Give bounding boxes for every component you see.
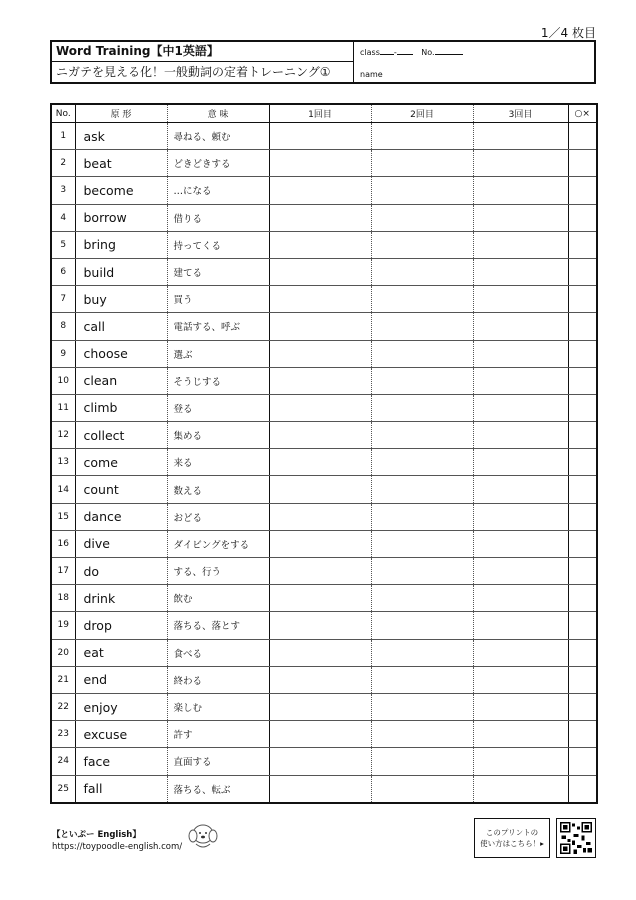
row-number: 17 bbox=[51, 558, 75, 585]
check-mark-cell[interactable] bbox=[568, 693, 597, 720]
no-blank[interactable] bbox=[435, 46, 463, 55]
try3-answer-cell[interactable] bbox=[473, 666, 568, 693]
try3-answer-cell[interactable] bbox=[473, 340, 568, 367]
qr-code-graphic bbox=[560, 822, 592, 854]
table-row bbox=[51, 585, 597, 612]
meaning-cell: おどる bbox=[167, 503, 269, 530]
try2-answer-cell[interactable] bbox=[371, 123, 473, 150]
check-mark-cell[interactable] bbox=[568, 476, 597, 503]
word-training-table bbox=[50, 103, 598, 804]
word-cell: drink bbox=[75, 585, 167, 612]
try2-answer-cell[interactable] bbox=[371, 449, 473, 476]
meaning-cell: 落ちる、転ぶ bbox=[167, 775, 269, 803]
table-row bbox=[51, 503, 597, 530]
table-row bbox=[51, 394, 597, 421]
try1-answer-cell[interactable] bbox=[269, 530, 371, 557]
try3-answer-cell[interactable] bbox=[473, 503, 568, 530]
meaning-cell: 落ちる、落とす bbox=[167, 612, 269, 639]
try2-answer-cell[interactable] bbox=[371, 150, 473, 177]
try3-answer-cell[interactable] bbox=[473, 775, 568, 803]
check-mark-cell[interactable] bbox=[568, 123, 597, 150]
word-cell: clean bbox=[75, 367, 167, 394]
footer-url-link[interactable]: https://toypoodle-english.com/ bbox=[52, 842, 183, 852]
student-info-block bbox=[354, 42, 594, 82]
worksheet-title: Word Training【中1英語】 bbox=[52, 42, 353, 62]
try1-answer-cell[interactable] bbox=[269, 558, 371, 585]
meaning-cell: 借りる bbox=[167, 204, 269, 231]
word-rows bbox=[51, 123, 597, 803]
row-number: 3 bbox=[51, 177, 75, 204]
row-number: 20 bbox=[51, 639, 75, 666]
try3-answer-cell[interactable] bbox=[473, 422, 568, 449]
check-mark-cell[interactable] bbox=[568, 286, 597, 313]
try2-answer-cell[interactable] bbox=[371, 530, 473, 557]
try2-answer-cell[interactable] bbox=[371, 258, 473, 285]
meaning-cell: そうじする bbox=[167, 367, 269, 394]
try1-answer-cell[interactable] bbox=[269, 585, 371, 612]
try1-answer-cell[interactable] bbox=[269, 258, 371, 285]
row-number: 9 bbox=[51, 340, 75, 367]
word-cell: buy bbox=[75, 286, 167, 313]
check-mark-cell[interactable] bbox=[568, 313, 597, 340]
try1-answer-cell[interactable] bbox=[269, 150, 371, 177]
try1-answer-cell[interactable] bbox=[269, 123, 371, 150]
header-try1: 1回目 bbox=[269, 104, 371, 123]
try2-answer-cell[interactable] bbox=[371, 693, 473, 720]
table-row bbox=[51, 177, 597, 204]
word-cell: dive bbox=[75, 530, 167, 557]
try1-answer-cell[interactable] bbox=[269, 721, 371, 748]
try3-answer-cell[interactable] bbox=[473, 721, 568, 748]
try1-answer-cell[interactable] bbox=[269, 231, 371, 258]
table-row bbox=[51, 693, 597, 720]
try1-answer-cell[interactable] bbox=[269, 449, 371, 476]
try3-answer-cell[interactable] bbox=[473, 231, 568, 258]
meaning-cell: 食べる bbox=[167, 639, 269, 666]
check-mark-cell[interactable] bbox=[568, 422, 597, 449]
row-number: 13 bbox=[51, 449, 75, 476]
try2-answer-cell[interactable] bbox=[371, 177, 473, 204]
try2-answer-cell[interactable] bbox=[371, 721, 473, 748]
try1-answer-cell[interactable] bbox=[269, 503, 371, 530]
header-word: 原 形 bbox=[75, 104, 167, 123]
word-cell: build bbox=[75, 258, 167, 285]
table-row bbox=[51, 748, 597, 775]
row-number: 12 bbox=[51, 422, 75, 449]
meaning-cell: 数える bbox=[167, 476, 269, 503]
word-cell: beat bbox=[75, 150, 167, 177]
try2-answer-cell[interactable] bbox=[371, 313, 473, 340]
check-mark-cell[interactable] bbox=[568, 503, 597, 530]
try1-answer-cell[interactable] bbox=[269, 204, 371, 231]
howto-line2: 使い方はこちら！▸ bbox=[480, 839, 544, 848]
table-row bbox=[51, 639, 597, 666]
try2-answer-cell[interactable] bbox=[371, 503, 473, 530]
word-cell: drop bbox=[75, 612, 167, 639]
table-row bbox=[51, 313, 597, 340]
row-number: 2 bbox=[51, 150, 75, 177]
row-number: 16 bbox=[51, 530, 75, 557]
class-number-line bbox=[360, 46, 463, 57]
table-row bbox=[51, 150, 597, 177]
try3-answer-cell[interactable] bbox=[473, 449, 568, 476]
meaning-cell: ダイビングをする bbox=[167, 530, 269, 557]
word-cell: eat bbox=[75, 639, 167, 666]
row-number: 15 bbox=[51, 503, 75, 530]
try1-answer-cell[interactable] bbox=[269, 612, 371, 639]
try2-answer-cell[interactable] bbox=[371, 558, 473, 585]
check-mark-cell[interactable] bbox=[568, 666, 597, 693]
table-row bbox=[51, 340, 597, 367]
check-mark-cell[interactable] bbox=[568, 775, 597, 803]
try3-answer-cell[interactable] bbox=[473, 639, 568, 666]
try3-answer-cell[interactable] bbox=[473, 367, 568, 394]
try1-answer-cell[interactable] bbox=[269, 367, 371, 394]
word-cell: bring bbox=[75, 231, 167, 258]
table-row bbox=[51, 666, 597, 693]
check-mark-cell[interactable] bbox=[568, 204, 597, 231]
table-row bbox=[51, 558, 597, 585]
table-row bbox=[51, 258, 597, 285]
worksheet-subtitle: ニガテを見える化！一般動詞の定着トレーニング① bbox=[56, 65, 331, 79]
try1-answer-cell[interactable] bbox=[269, 748, 371, 775]
word-cell: face bbox=[75, 748, 167, 775]
table-row bbox=[51, 612, 597, 639]
try2-answer-cell[interactable] bbox=[371, 612, 473, 639]
howto-line1: このプリントの bbox=[485, 828, 539, 837]
try3-answer-cell[interactable] bbox=[473, 204, 568, 231]
word-cell: fall bbox=[75, 775, 167, 803]
footer-brand: 【といぷー English】 bbox=[52, 830, 141, 840]
try2-answer-cell[interactable] bbox=[371, 340, 473, 367]
try2-answer-cell[interactable] bbox=[371, 748, 473, 775]
row-number: 1 bbox=[51, 123, 75, 150]
meaning-cell: する、行う bbox=[167, 558, 269, 585]
try1-answer-cell[interactable] bbox=[269, 639, 371, 666]
word-cell: do bbox=[75, 558, 167, 585]
try3-answer-cell[interactable] bbox=[473, 585, 568, 612]
table-row bbox=[51, 530, 597, 557]
meaning-cell: 飲む bbox=[167, 585, 269, 612]
try3-answer-cell[interactable] bbox=[473, 530, 568, 557]
word-cell: climb bbox=[75, 394, 167, 421]
header-title-block bbox=[52, 42, 354, 82]
page-count: 1／4 枚目 bbox=[540, 26, 596, 40]
meaning-cell: 買う bbox=[167, 286, 269, 313]
try3-answer-cell[interactable] bbox=[473, 150, 568, 177]
row-number: 25 bbox=[51, 775, 75, 803]
word-cell: choose bbox=[75, 340, 167, 367]
row-number: 14 bbox=[51, 476, 75, 503]
row-number: 22 bbox=[51, 693, 75, 720]
word-cell: come bbox=[75, 449, 167, 476]
try3-answer-cell[interactable] bbox=[473, 286, 568, 313]
check-mark-cell[interactable] bbox=[568, 177, 597, 204]
meaning-cell: …になる bbox=[167, 177, 269, 204]
meaning-cell: 尋ねる、頼む bbox=[167, 123, 269, 150]
header-check: ○× bbox=[568, 104, 597, 123]
table-row bbox=[51, 422, 597, 449]
try1-answer-cell[interactable] bbox=[269, 422, 371, 449]
word-cell: ask bbox=[75, 123, 167, 150]
row-number: 6 bbox=[51, 258, 75, 285]
row-number: 10 bbox=[51, 367, 75, 394]
try1-answer-cell[interactable] bbox=[269, 775, 371, 803]
check-mark-cell[interactable] bbox=[568, 231, 597, 258]
check-mark-cell[interactable] bbox=[568, 258, 597, 285]
word-cell: dance bbox=[75, 503, 167, 530]
meaning-cell: どきどきする bbox=[167, 150, 269, 177]
check-mark-cell[interactable] bbox=[568, 612, 597, 639]
check-mark-cell[interactable] bbox=[568, 639, 597, 666]
try1-answer-cell[interactable] bbox=[269, 394, 371, 421]
row-number: 8 bbox=[51, 313, 75, 340]
check-mark-cell[interactable] bbox=[568, 394, 597, 421]
row-number: 4 bbox=[51, 204, 75, 231]
class-separator: - bbox=[393, 48, 397, 57]
try2-answer-cell[interactable] bbox=[371, 204, 473, 231]
class-blank[interactable] bbox=[380, 46, 394, 55]
meaning-cell: 楽しむ bbox=[167, 693, 269, 720]
table-row bbox=[51, 286, 597, 313]
meaning-cell: 選ぶ bbox=[167, 340, 269, 367]
row-number: 21 bbox=[51, 666, 75, 693]
word-cell: enjoy bbox=[75, 693, 167, 720]
try2-answer-cell[interactable] bbox=[371, 367, 473, 394]
meaning-cell: 許す bbox=[167, 721, 269, 748]
try1-answer-cell[interactable] bbox=[269, 286, 371, 313]
try2-answer-cell[interactable] bbox=[371, 476, 473, 503]
table-row bbox=[51, 231, 597, 258]
table-row bbox=[51, 449, 597, 476]
try1-answer-cell[interactable] bbox=[269, 177, 371, 204]
word-cell: excuse bbox=[75, 721, 167, 748]
try3-answer-cell[interactable] bbox=[473, 313, 568, 340]
check-mark-cell[interactable] bbox=[568, 558, 597, 585]
try2-answer-cell[interactable] bbox=[371, 639, 473, 666]
try1-answer-cell[interactable] bbox=[269, 693, 371, 720]
try3-answer-cell[interactable] bbox=[473, 748, 568, 775]
try2-answer-cell[interactable] bbox=[371, 286, 473, 313]
try3-answer-cell[interactable] bbox=[473, 123, 568, 150]
header-try3: 3回目 bbox=[473, 104, 568, 123]
meaning-cell: 終わる bbox=[167, 666, 269, 693]
qr-code-icon[interactable] bbox=[556, 818, 596, 858]
table-row bbox=[51, 721, 597, 748]
row-number: 11 bbox=[51, 394, 75, 421]
header-meaning: 意 味 bbox=[167, 104, 269, 123]
meaning-cell: 来る bbox=[167, 449, 269, 476]
class-label: class bbox=[360, 48, 380, 57]
table-header-row bbox=[51, 104, 597, 123]
word-cell: count bbox=[75, 476, 167, 503]
class-blank-2[interactable] bbox=[397, 46, 413, 55]
row-number: 7 bbox=[51, 286, 75, 313]
poodle-logo-icon bbox=[186, 820, 220, 852]
try1-answer-cell[interactable] bbox=[269, 666, 371, 693]
check-mark-cell[interactable] bbox=[568, 449, 597, 476]
check-mark-cell[interactable] bbox=[568, 367, 597, 394]
try2-answer-cell[interactable] bbox=[371, 231, 473, 258]
word-cell: become bbox=[75, 177, 167, 204]
header-try2: 2回目 bbox=[371, 104, 473, 123]
meaning-cell: 建てる bbox=[167, 258, 269, 285]
row-number: 19 bbox=[51, 612, 75, 639]
meaning-cell: 集める bbox=[167, 422, 269, 449]
try2-answer-cell[interactable] bbox=[371, 422, 473, 449]
table-row bbox=[51, 123, 597, 150]
howto-button[interactable] bbox=[474, 818, 550, 858]
meaning-cell: 直面する bbox=[167, 748, 269, 775]
word-cell: borrow bbox=[75, 204, 167, 231]
check-mark-cell[interactable] bbox=[568, 748, 597, 775]
header-no: No. bbox=[51, 104, 75, 123]
meaning-cell: 電話する、呼ぶ bbox=[167, 313, 269, 340]
try3-answer-cell[interactable] bbox=[473, 258, 568, 285]
meaning-cell: 持ってくる bbox=[167, 231, 269, 258]
worksheet-header bbox=[50, 40, 596, 84]
row-number: 18 bbox=[51, 585, 75, 612]
word-cell: end bbox=[75, 666, 167, 693]
try2-answer-cell[interactable] bbox=[371, 666, 473, 693]
check-mark-cell[interactable] bbox=[568, 721, 597, 748]
try3-answer-cell[interactable] bbox=[473, 476, 568, 503]
name-label: name bbox=[360, 70, 383, 79]
word-cell: call bbox=[75, 313, 167, 340]
check-mark-cell[interactable] bbox=[568, 150, 597, 177]
row-number: 23 bbox=[51, 721, 75, 748]
try1-answer-cell[interactable] bbox=[269, 476, 371, 503]
table-row bbox=[51, 204, 597, 231]
word-cell: collect bbox=[75, 422, 167, 449]
meaning-cell: 登る bbox=[167, 394, 269, 421]
row-number: 5 bbox=[51, 231, 75, 258]
try2-answer-cell[interactable] bbox=[371, 394, 473, 421]
try3-answer-cell[interactable] bbox=[473, 558, 568, 585]
row-number: 24 bbox=[51, 748, 75, 775]
try1-answer-cell[interactable] bbox=[269, 313, 371, 340]
table-row bbox=[51, 367, 597, 394]
try1-answer-cell[interactable] bbox=[269, 340, 371, 367]
check-mark-cell[interactable] bbox=[568, 340, 597, 367]
no-label: No. bbox=[421, 48, 435, 57]
table-row bbox=[51, 775, 597, 803]
try3-answer-cell[interactable] bbox=[473, 693, 568, 720]
try2-answer-cell[interactable] bbox=[371, 585, 473, 612]
try3-answer-cell[interactable] bbox=[473, 394, 568, 421]
try3-answer-cell[interactable] bbox=[473, 177, 568, 204]
check-mark-cell[interactable] bbox=[568, 585, 597, 612]
table-row bbox=[51, 476, 597, 503]
check-mark-cell[interactable] bbox=[568, 530, 597, 557]
try3-answer-cell[interactable] bbox=[473, 612, 568, 639]
try2-answer-cell[interactable] bbox=[371, 775, 473, 803]
